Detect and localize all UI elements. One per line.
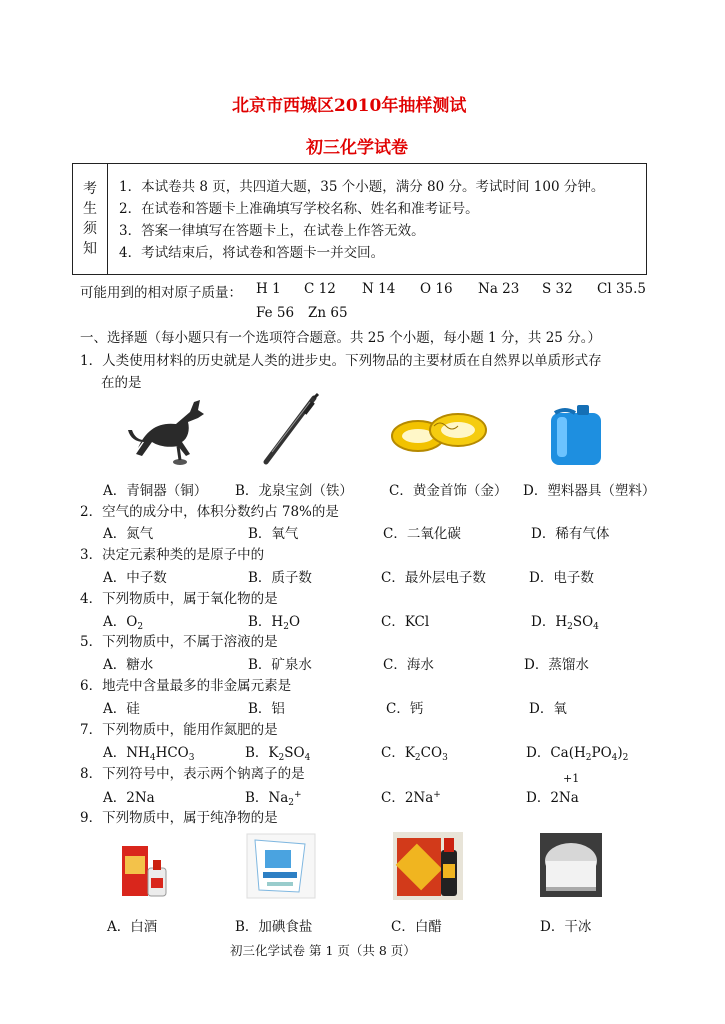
option-text: B．矿泉水 bbox=[248, 657, 312, 673]
exam-subtitle: 初三化学试卷 bbox=[306, 138, 408, 158]
option-text: A．糖水 bbox=[103, 657, 154, 673]
notice-item: 1．本试卷共 8 页，共四道大题，35 个小题，满分 80 分。考试时间 100 分钟。 bbox=[119, 179, 605, 195]
option-text: C．$K_2CO_3$ bbox=[381, 745, 448, 763]
dry-ice-image bbox=[540, 833, 602, 897]
option-text: B．质子数 bbox=[248, 570, 312, 586]
iodized-salt-image bbox=[245, 832, 317, 900]
gold-jewelry-image bbox=[388, 408, 490, 456]
option-text: B．$Na_2^+$ bbox=[245, 790, 302, 808]
option-text: B．$H_2O$ bbox=[248, 614, 301, 632]
question-stem: 8．下列符号中，表示两个钠离子的是 bbox=[80, 766, 305, 782]
question-stem: 2．空气的成分中，体积分数约占 78%的是 bbox=[80, 504, 339, 520]
notice-box bbox=[72, 163, 647, 275]
option-text: C．海水 bbox=[383, 657, 434, 673]
exam-title: 北京市西城区2010年抽样测试 bbox=[232, 96, 467, 116]
liquor-image bbox=[120, 838, 172, 900]
formula: B．K bbox=[245, 745, 279, 761]
question-stem-cont: 在的是 bbox=[101, 375, 142, 391]
notice-item: 3．答案一律填写在答题卡上，在试卷上作答无效。 bbox=[119, 223, 425, 239]
formula: D．H bbox=[531, 614, 568, 630]
question-stem: 4．下列物质中，属于氧化物的是 bbox=[80, 591, 278, 607]
option-text: D．氧 bbox=[529, 701, 567, 717]
formula: A．O bbox=[103, 614, 138, 630]
option-text: C．钙 bbox=[386, 701, 424, 717]
option-text: D．电子数 bbox=[529, 570, 594, 586]
option-text: D．蒸馏水 bbox=[524, 657, 589, 673]
notice-item: 2．在试卷和答题卡上准确填写学校名称、姓名和准考证号。 bbox=[119, 201, 479, 217]
notice-items bbox=[119, 176, 604, 264]
page-footer: 初三化学试卷 第 1 页（共 8 页） bbox=[230, 943, 416, 958]
question-stem: 9．下列物质中，属于纯净物的是 bbox=[80, 810, 278, 826]
atomic-mass-item: C 12 bbox=[304, 281, 336, 297]
option-text: D．稀有气体 bbox=[531, 526, 610, 542]
formula: A．NH bbox=[103, 745, 150, 761]
atomic-mass-item: H 1 bbox=[256, 281, 281, 297]
option-text: D．$Ca(H_2PO_4)_2$ bbox=[526, 745, 629, 763]
option-text: A．青铜器（铜） bbox=[103, 483, 208, 499]
section-heading: 一、选择题（每小题只有一个选项符合题意。共 25 个小题，每小题 1 分，共 25 分。） bbox=[80, 330, 601, 346]
option-text: D．$H_2SO_4$ bbox=[531, 614, 599, 632]
option-text: A．中子数 bbox=[103, 570, 167, 586]
question-stem: 5．下列物质中，不属于溶液的是 bbox=[80, 634, 278, 650]
notice-label-char: 知 bbox=[83, 241, 97, 257]
option-text: B．铝 bbox=[248, 701, 285, 717]
question-stem: 7．下列物质中，能用作氮肥的是 bbox=[80, 722, 278, 738]
question-stem: 1．人类使用材料的历史就是人类的进步史。下列物品的主要材质在自然界以单质形式存 bbox=[80, 353, 602, 369]
option-text: B．龙泉宝剑（铁） bbox=[235, 483, 353, 499]
option-text: C．二氧化碳 bbox=[383, 526, 461, 542]
option-text: A．$NH_4HCO_3$ bbox=[103, 745, 195, 763]
option-text: C．白醋 bbox=[391, 919, 442, 935]
notice-label bbox=[73, 164, 108, 274]
atomic-mass-item: S 32 bbox=[542, 281, 573, 297]
bronze-horse-image bbox=[118, 390, 210, 470]
notice-label-char: 考 bbox=[83, 181, 97, 197]
valence-label: +1 bbox=[563, 772, 580, 785]
question-stem: 6．地壳中含量最多的非金属元素是 bbox=[80, 678, 292, 694]
atomic-mass-item: Zn 65 bbox=[308, 305, 348, 321]
bronze-sword-image bbox=[258, 392, 322, 468]
notice-item: 4．考试结束后，将试卷和答题卡一并交回。 bbox=[119, 245, 385, 261]
atomic-mass-item: N 14 bbox=[362, 281, 396, 297]
atomic-mass-item: Cl 35.5 bbox=[597, 281, 646, 297]
atomic-mass-item: Fe 56 bbox=[256, 305, 295, 321]
formula: B．H bbox=[248, 614, 284, 630]
option-text: A．氮气 bbox=[103, 526, 154, 542]
formula: D．Ca(H bbox=[526, 745, 586, 761]
white-vinegar-image bbox=[391, 830, 465, 902]
formula: C．2Na bbox=[381, 790, 434, 806]
option-text: A．白酒 bbox=[107, 919, 158, 935]
formula: C．K bbox=[381, 745, 415, 761]
option-text: C．黄金首饰（金） bbox=[389, 483, 508, 499]
option-text: D．干冰 bbox=[540, 919, 592, 935]
question-stem: 3．决定元素种类的是原子中的 bbox=[80, 547, 265, 563]
option-text: A．2Na bbox=[103, 790, 155, 806]
option-text: A．$O_2$ bbox=[103, 614, 144, 632]
formula: B．Na bbox=[245, 790, 289, 806]
option-text: B．氧气 bbox=[248, 526, 299, 542]
notice-label-char: 生 bbox=[83, 201, 97, 217]
atomic-mass-label: 可能用到的相对原子质量： bbox=[80, 285, 242, 301]
option-text: A．硅 bbox=[103, 701, 140, 717]
atomic-mass-item: Na 23 bbox=[478, 281, 520, 297]
plastic-container-image bbox=[547, 403, 609, 469]
option-text: B．$K_2SO_4$ bbox=[245, 745, 311, 763]
option-text: B．加碘食盐 bbox=[235, 919, 313, 935]
option-text: D．塑料器具（塑料） bbox=[523, 483, 656, 499]
option-text: C．KCl bbox=[381, 614, 430, 630]
option-text: D．2Na bbox=[526, 790, 579, 806]
notice-label-char: 须 bbox=[83, 221, 97, 237]
option-text: C．2Na+ bbox=[381, 790, 441, 806]
option-text: C．最外层电子数 bbox=[381, 570, 486, 586]
atomic-mass-item: O 16 bbox=[420, 281, 453, 297]
